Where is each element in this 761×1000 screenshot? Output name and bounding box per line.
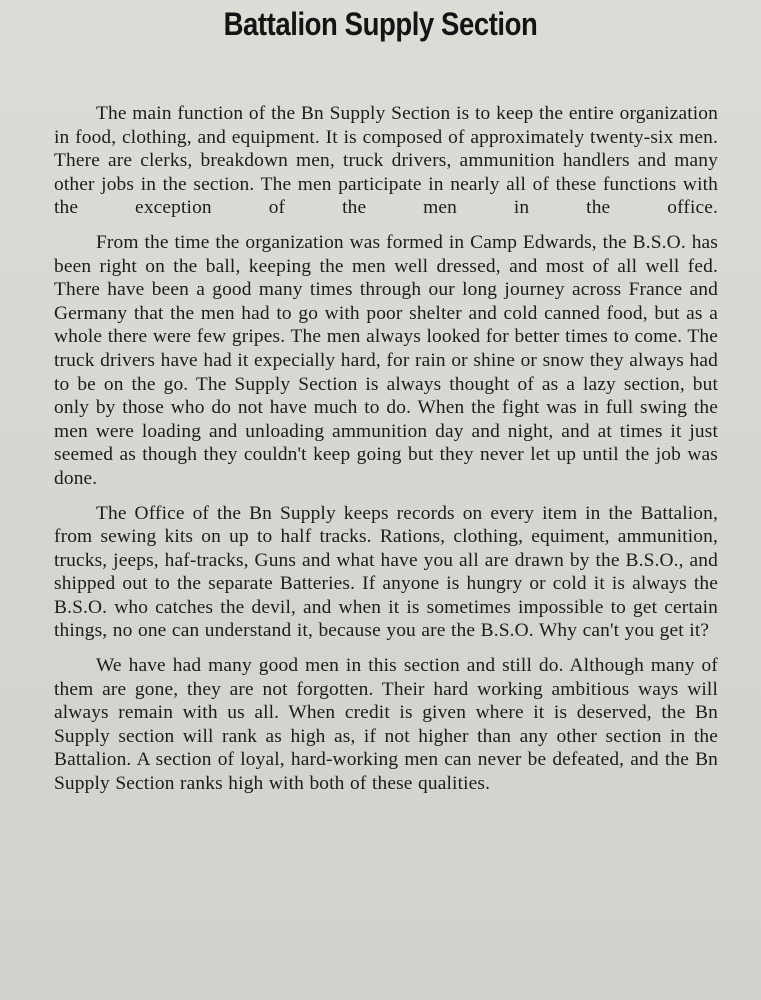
article-body — [54, 102, 718, 807]
paragraph-4: We have had many good men in this section and still do. Although many of them are gone, they are not forgotten. Their hard working ambitious ways will always remain with us all. When credit is given where it is deserved, the Bn Supply section will rank as high as, if not higher than any other section in the Battalion. A section of loyal, hard-working men can never be defeated, and the Bn Supply Section ranks high with both of these qualities. — [54, 655, 718, 795]
paragraph-1: The main function of the Bn Supply Section is to keep the entire organization in food, clothing, and equipment. It is composed of approximately twenty-six men. There are clerks, breakdown men, truck drivers, ammunition handlers and many other jobs in the section. The men participate in nearly all of these functions with the exception of the men in the office. — [54, 103, 718, 219]
paragraph-3: The Office of the Bn Supply keeps records on every item in the Battalion, from sewing kits on up to half tracks. Rations, clothing, equiment, ammunition, trucks, jeeps, haf-tracks, Guns and what have you all are drawn by the B.S.O., and shipped out to the separate Batteries. If anyone is hungry or cold it is always the B.S.O. who catches the devil, and when it is sometimes impossible to get certain things, no one can understand it, because you are the B.S.O. Why can't you get it? — [54, 502, 718, 642]
paragraph-2: From the time the organization was formed in Camp Edwards, the B.S.O. has been right on the ball, keeping the men well dressed, and most of all well fed. There have been a good many times through our long journey across France and Germany that the men had to go with poor shelter and cold canned food, but as a whole there were few gripes. The men always looked for better times to come. The truck drivers have had it expecially hard, for rain or shine or snow they always had to be on the go. The Supply Section is always thought of as a lazy section, but only by those who do not have much to do. When the fight was in full swing the men were loading and unloading ammunition day and night, and at times it just seemed as though they couldn't keep going but they never let up until the job was done. — [54, 231, 718, 489]
page-title: Battalion Supply Section — [223, 6, 538, 42]
